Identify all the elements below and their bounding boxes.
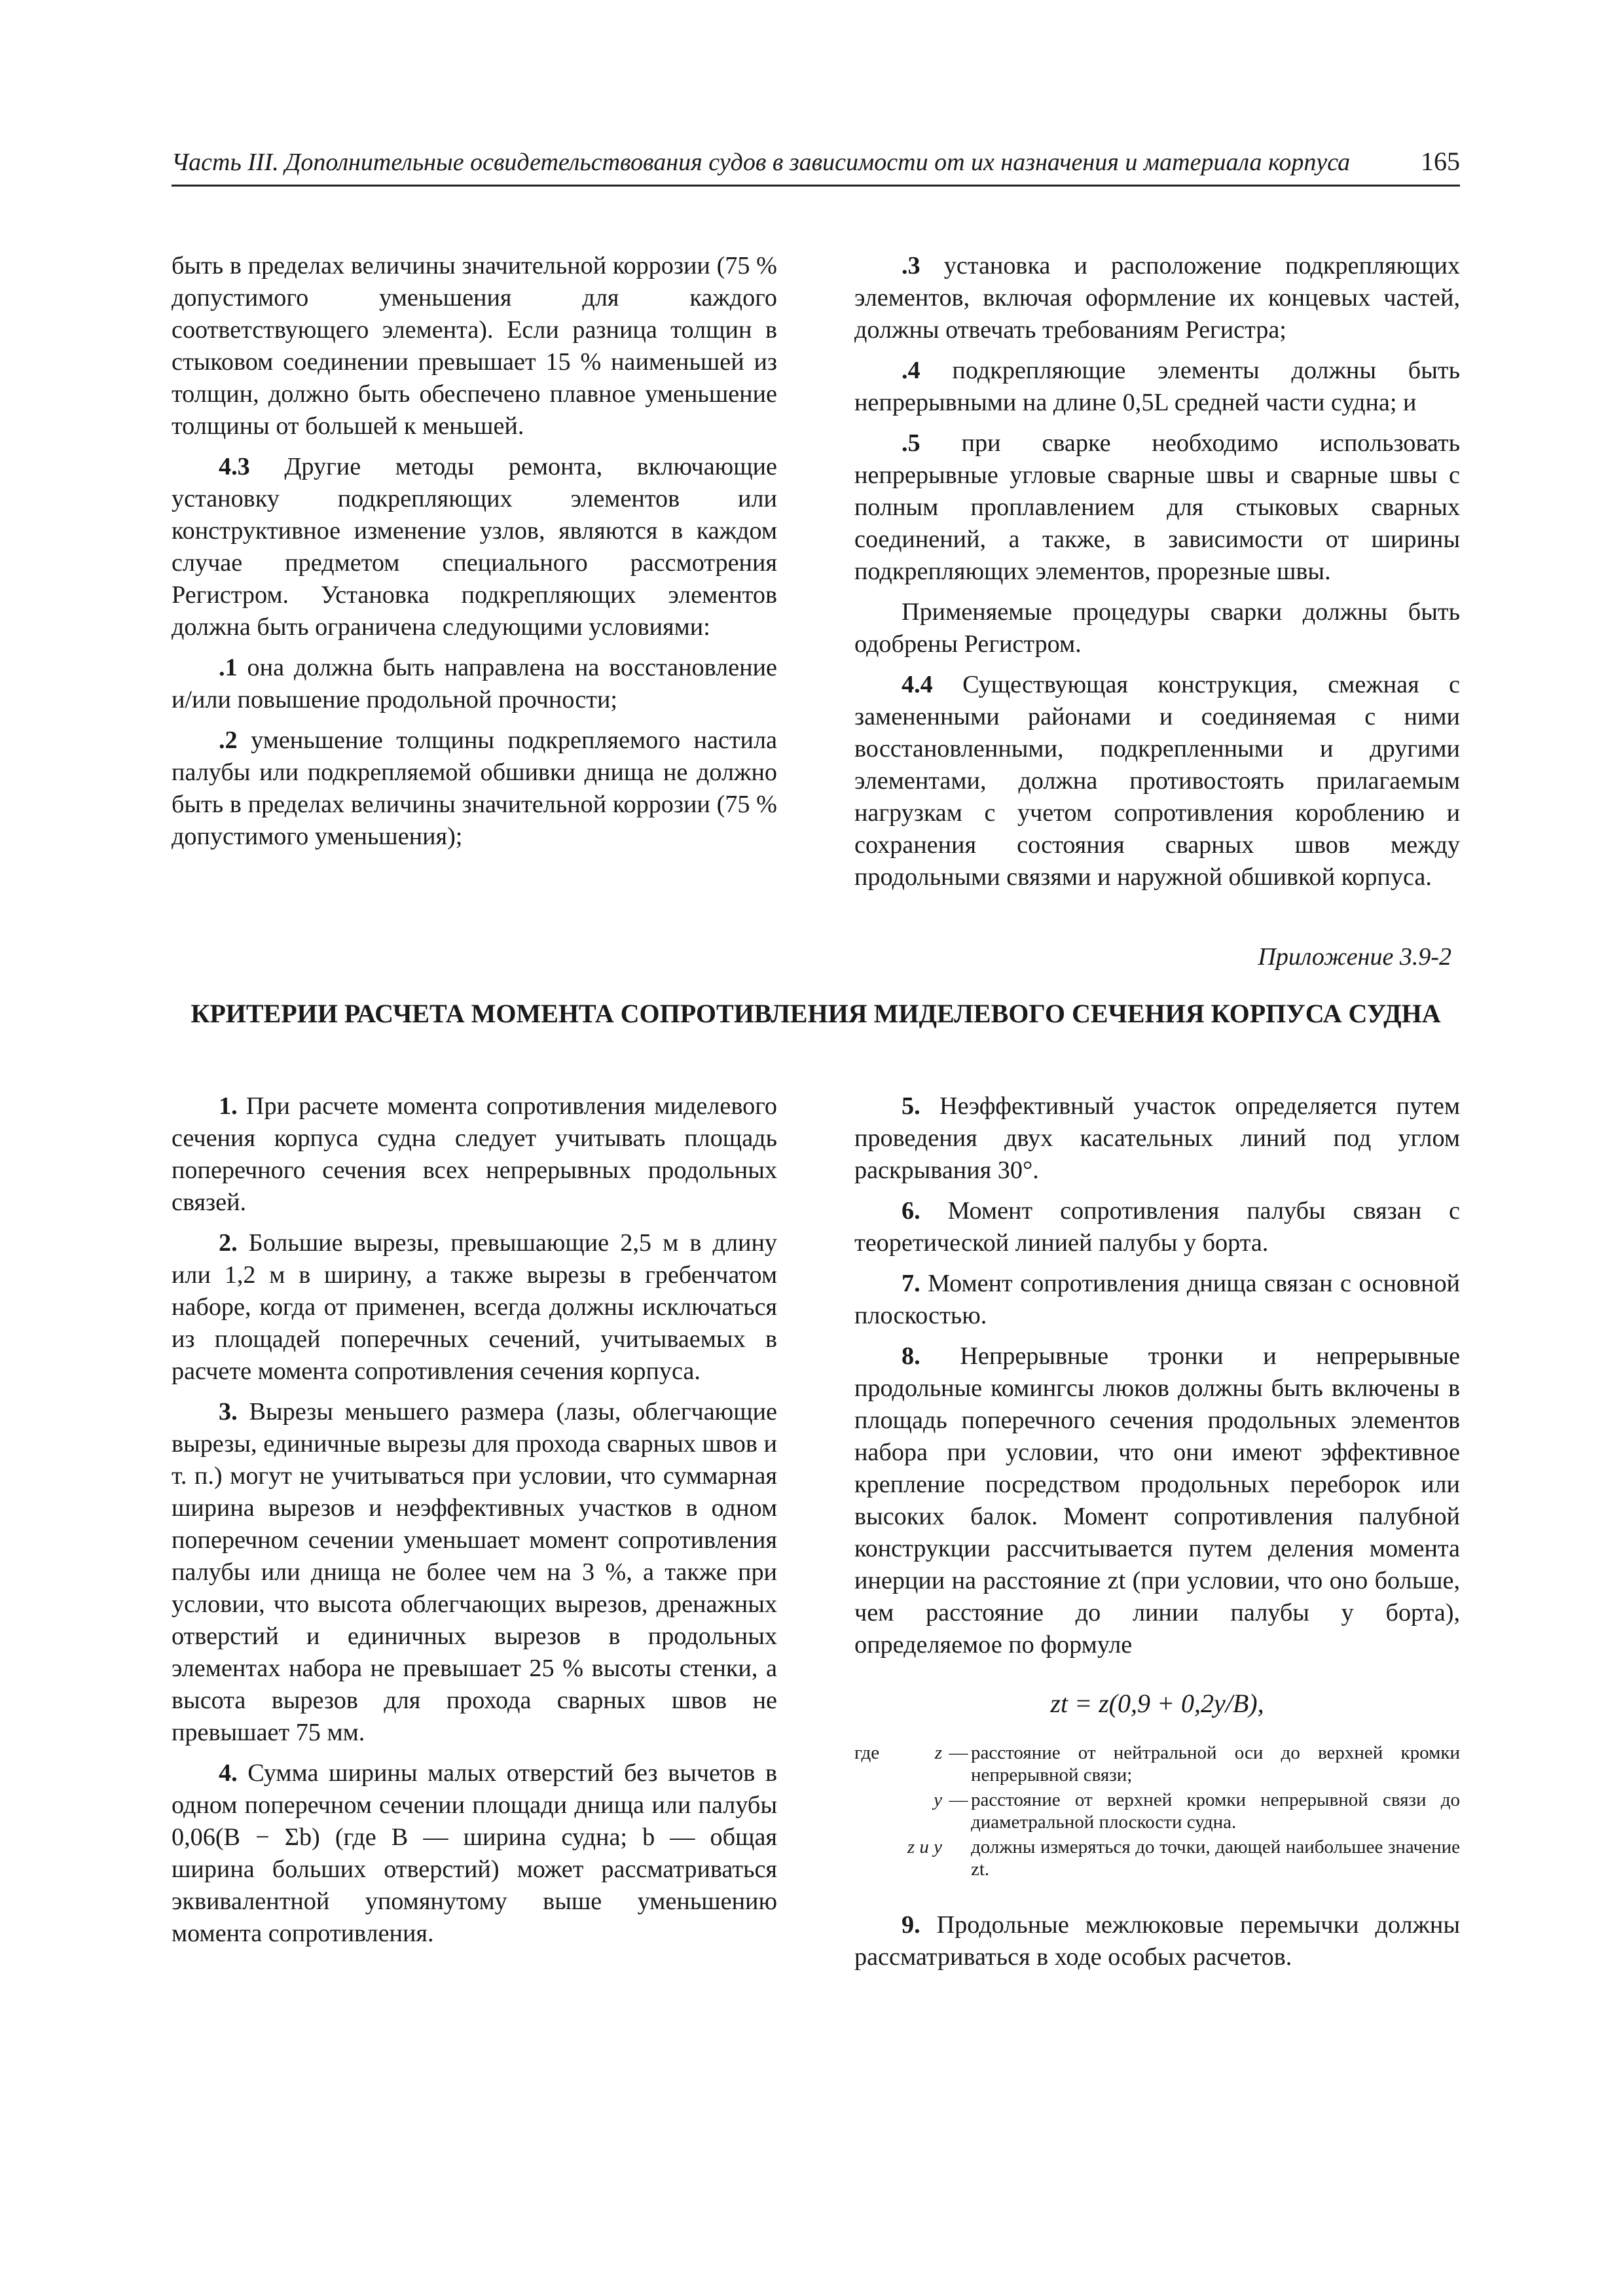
paragraph: 4.4 Существующая конструкция, смежная с замененными районами и соединяемая с ними восстановленными, подкрепленными и другими элементами, должна противостоять прилагаемым нагрузкам с учетом сопротивления короблению и сохранения состояния сварных швов между продольными связями и наружной обшивкой корпуса. (854, 671, 1460, 891)
bottom-right-column (854, 1090, 1460, 1973)
paragraph: .5 при сварке необходимо использовать непрерывные угловые сварные швы и сварные швы с полным проплавлением для стыковых сварных соединений, а также, в зависимости от ширины подкрепляющих элементов, прорезные швы. (854, 429, 1460, 585)
section-title: КРИТЕРИИ РАСЧЕТА МОМЕНТА СОПРОТИВЛЕНИЯ МИДЕЛЕВОГО СЕЧЕНИЯ КОРПУСА СУДНА (191, 999, 1441, 1028)
paragraph: 8. Непрерывные тронки и непрерывные продольные комингсы люков должны быть включены в площадь поперечного сечения продольных элементов набора при условии, что они имеют эффективное крепление посредством продольных переборок или высоких балок. Момент сопротивления палубной конструкции рассчитывается путем деления момента инерции на расстояние zt (при условии, что оно больше, чем расстояние до линии палубы у борта), определяемое по формуле (854, 1342, 1460, 1659)
definition-symbol: y (934, 1789, 942, 1810)
definition-symbol: z и y (907, 1837, 942, 1857)
paragraph: .4 подкрепляющие элементы должны быть непрерывными на длине 0,5L средней части судна; и (854, 357, 1460, 416)
paragraph: 3. Вырезы меньшего размера (лазы, облегчающие вырезы, единичные вырезы для прохода сварных швов и т. п.) могут не учитываться при условии, что суммарная ширина вырезов и неэффективных участков в одном поперечном сечении уменьшает момент сопротивления палубы или днища не более чем на 3 %, а также при условии, что высота облегчающих вырезов, дренажных отверстий и единичных вырезов в продольных элементах набора не превышает 25 % высоты стенки, а высота вырезов для прохода сварных швов не превышает 75 мм. (172, 1398, 777, 1746)
paragraph: 4.3 Другие методы ремонта, включающие установку подкрепляющих элементов или конструктивное изменение узлов, являются в каждом случае предметом специального рассмотрения Регистром. Установка подкрепляющих элементов должна быть ограничена следующими условиями: (172, 453, 777, 641)
paragraph: Применяемые процедуры сварки должны быть одобрены Регистром. (854, 598, 1460, 658)
bottom-left-column (172, 1090, 777, 1950)
definition-symbol: z (934, 1742, 942, 1763)
running-header (172, 139, 1460, 187)
paragraph: .3 установка и расположение подкрепляющих элементов, включая оформление их концевых частей, должны отвечать требованиям Регистра; (854, 252, 1460, 344)
paragraph: 2. Большие вырезы, превышающие 2,5 м в длину или 1,2 м в ширину, а также вырезы в гребенчатом наборе, когда от применен, всегда должны исключаться из площадей поперечных сечений, учитываемых в расчете момента сопротивления сечения корпуса. (172, 1229, 777, 1385)
paragraph: 7. Момент сопротивления днища связан с основной плоскостью. (854, 1270, 1460, 1329)
definition-text: должны измеряться до точки, дающей наибольшее значение zt. (971, 1837, 1460, 1880)
definition-text: расстояние от верхней кромки непрерывной связи до диаметральной плоскости судна. (971, 1789, 1460, 1833)
definition-dash: — (949, 1742, 968, 1763)
definition-dash (946, 1836, 971, 1880)
definition-dash: — (949, 1789, 968, 1810)
top-right-column (854, 250, 1460, 893)
page-number: 165 (1421, 147, 1460, 176)
definition-text: расстояние от нейтральной оси до верхней кромки непрерывной связи; (971, 1742, 1460, 1785)
paragraph: быть в пределах величины значительной коррозии (75 % допустимого уменьшения для каждого соответствующего элемента). Если разница толщин в стыковом соединении превышает 15 % наименьшей из толщин, должно быть обеспечено плавное уменьшение толщины от большей к меньшей. (172, 252, 777, 440)
definition-row (854, 1742, 1460, 1786)
appendix-label: Приложение 3.9-2 (1258, 943, 1451, 971)
paragraph: .1 она должна быть направлена на восстановление и/или повышение продольной прочности; (172, 654, 777, 713)
formula-definitions (854, 1742, 1460, 1880)
paragraph: 4. Сумма ширины малых отверстий без вычетов в одном поперечном сечении площади днища или палубы 0,06(B − Σb) (где B — ширина судна; b — общая ширина больших отверстий) может рассматриваться эквивалентной упомянутому выше уменьшению момента сопротивления. (172, 1759, 777, 1947)
paragraph: 1. При расчете момента сопротивления миделевого сечения корпуса судна следует учитывать площадь поперечного сечения всех непрерывных продольных связей. (172, 1092, 777, 1216)
paragraph: 6. Момент сопротивления палубы связан с теоретической линией палубы у борта. (854, 1197, 1460, 1257)
paragraph: 5. Неэффективный участок определяется путем проведения двух касательных линий под углом раскрывания 30°. (854, 1092, 1460, 1184)
header-title: Часть III. Дополнительные освидетельствования судов в зависимости от их назначения и материала корпуса (172, 149, 1351, 176)
where-label: где (854, 1742, 880, 1763)
formula: zt = z(0,9 + 0,2y/B), (1050, 1689, 1264, 1718)
paragraph: 9. Продольные межлюковые перемычки должны рассматриваться в ходе особых расчетов. (854, 1911, 1460, 1971)
top-left-column (172, 250, 777, 853)
definition-row (854, 1789, 1460, 1833)
paragraph: .2 уменьшение толщины подкрепляемого настила палубы или подкрепляемой обшивки днища не должно быть в пределах величины значительной коррозии (75 % допустимого уменьшения); (172, 726, 777, 850)
definition-row (854, 1836, 1460, 1880)
